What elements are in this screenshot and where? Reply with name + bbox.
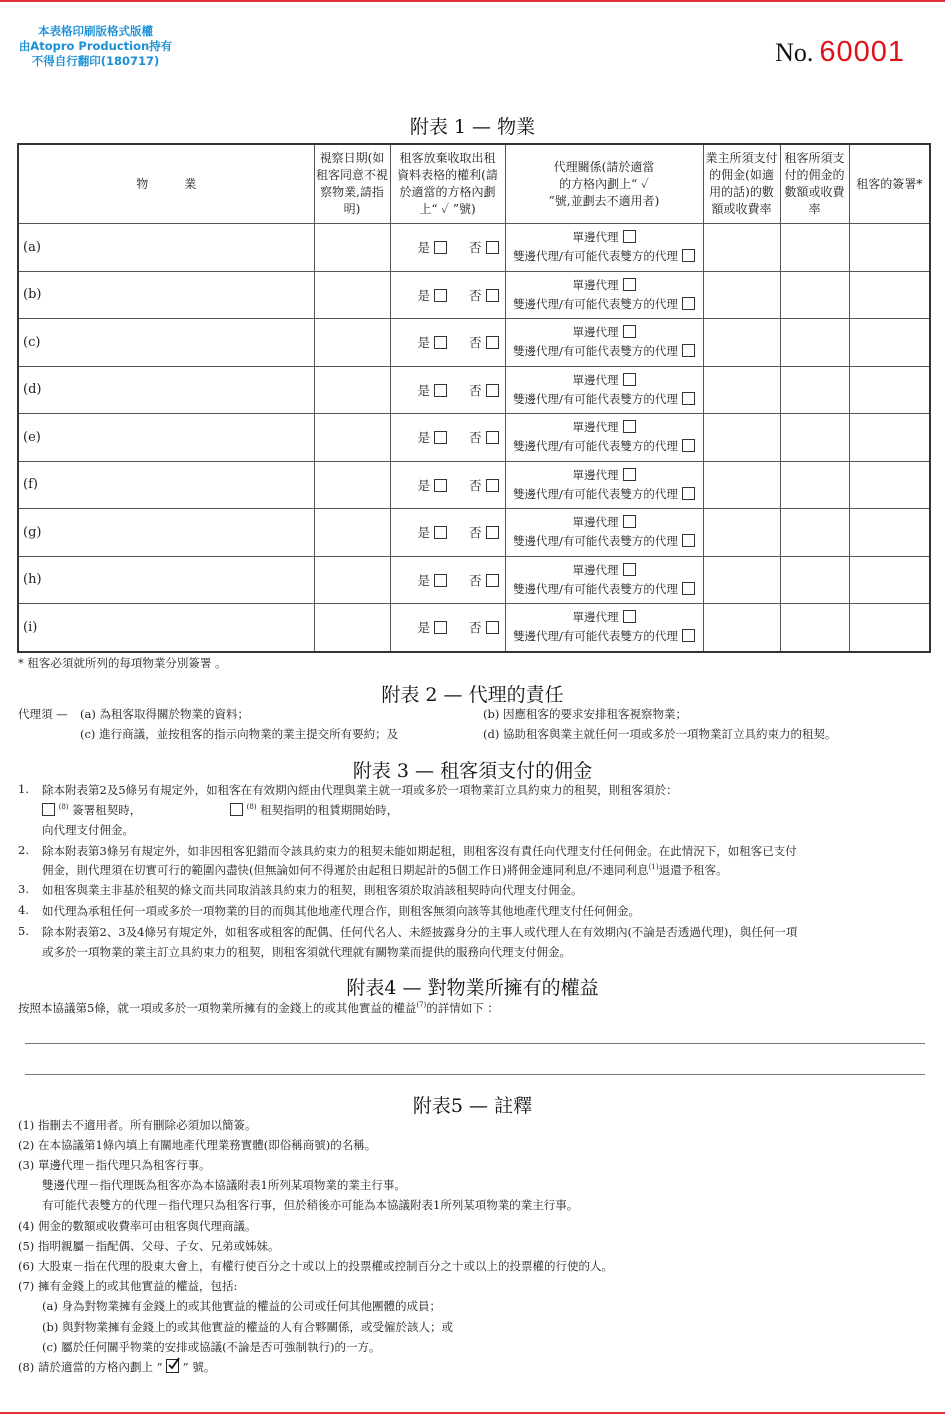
landlord-commission-cell[interactable] [703,461,780,509]
duty-item: (b) 因應租客的要求安排租客視察物業； [483,707,687,721]
no-label: 否 [468,287,482,303]
clause-text: 或多於一項物業的業主訂立具約束力的租契，則租客須就代理就有關物業而提供的服務向代理支付佣金。 [42,945,571,959]
duty-item: (a) 為租客取得關於物業的資料； [80,707,249,721]
yes-label: 是 [417,477,430,493]
dual-agency-label: 雙邊代理/有可能代表雙方的代理 [513,249,678,264]
single-agency-checkbox[interactable] [623,373,636,386]
no-label: 否 [468,335,482,351]
table-row [18,414,930,462]
tenant-signature-cell[interactable] [849,366,930,414]
waive-right-cell [390,556,505,604]
single-agency-label: 單邊代理 [572,610,619,625]
yes-label: 是 [417,572,430,588]
yes-checkbox[interactable] [434,336,447,349]
single-agency-label: 單邊代理 [572,467,619,482]
single-agency-checkbox[interactable] [623,420,636,433]
no-label: 否 [468,620,482,636]
property-cell[interactable] [18,604,314,652]
schedule3-title: 附表 3 — 租客須支付的佣金 [352,760,593,782]
tenant-signature-cell[interactable] [849,509,930,557]
no-label: 否 [468,572,482,588]
agency-cell [505,224,703,272]
dual-agency-checkbox[interactable] [682,582,695,595]
schedule4-title: 附表4 — 對物業所擁有的權益 [346,977,599,999]
waive-right-cell [390,604,505,652]
single-agency-checkbox[interactable] [623,278,636,291]
single-agency-checkbox[interactable] [623,610,636,623]
tenant-commission-cell[interactable] [780,224,849,272]
dual-agency-label: 雙邊代理/有可能代表雙方的代理 [513,344,678,359]
table-row [18,461,930,509]
row-label: (b) [23,287,42,303]
tenant-commission-cell[interactable] [780,509,849,557]
clause-text: 向代理支付佣金。 [42,823,134,837]
yes-checkbox[interactable] [434,431,447,444]
col-property [18,144,314,224]
serial-number [775,36,905,69]
waive-right-cell [390,461,505,509]
commencement-checkbox[interactable] [230,803,243,816]
inspection-date-cell[interactable] [314,604,390,652]
copyright-line: 本表格印刷版格式版權 [38,24,153,38]
tenant-signature-cell[interactable] [849,604,930,652]
inspection-date-cell[interactable] [314,461,390,509]
inspection-date-cell[interactable] [314,414,390,462]
footnote-ref: (8) [246,803,257,812]
property-cell[interactable] [18,509,314,557]
col-tenant-commission [780,144,849,224]
single-agency-label: 單邊代理 [572,325,619,340]
waive-right-cell [390,319,505,367]
interest-blank-line[interactable] [25,1043,925,1044]
tenant-commission-cell[interactable] [780,414,849,462]
option-label: 簽署租契時， [72,803,142,817]
note-line: (3) 單邊代理－指代理只為租客行事。 [18,1158,211,1172]
footnote-ref: (7) [416,1001,427,1010]
note-line: (6) 大股東－指在代理的股東大會上，有權行使百分之十或以上的投票權或控制百分之十或以上的投票權的行使的人。 [18,1259,613,1273]
yes-checkbox[interactable] [434,621,447,634]
single-agency-checkbox[interactable] [623,325,636,338]
tenant-commission-cell[interactable] [780,366,849,414]
yes-label: 是 [417,382,430,398]
row-label: (a) [23,239,41,255]
dual-agency-label: 雙邊代理/有可能代表雙方的代理 [513,391,678,406]
inspection-date-cell[interactable] [314,556,390,604]
table-row [18,224,930,272]
clause-text: 除本附表第2、3及4條另有規定外，如租客或租客的配偶、任何代名人、未經披露身分的主事人或代理人在有效期內(不論是否透過代理)，與任何一項 [42,925,798,939]
tenant-signature-cell[interactable] [849,271,930,319]
yes-checkbox[interactable] [434,526,447,539]
col-signature-label: 租客的簽署* [856,176,923,191]
yes-label: 是 [417,525,430,541]
table-footnote: * 租客必須就所列的每項物業分別簽署 。 [18,656,227,670]
no-checkbox[interactable] [486,431,499,444]
property-cell[interactable] [18,271,314,319]
yes-label: 是 [417,335,430,351]
clause-number: 5. [18,924,29,938]
bottom-rule [0,1412,945,1414]
col-inspection-date [314,144,390,224]
schedule5-title: 附表5 — 註釋 [412,1095,533,1117]
note-line: (a) 身為對物業擁有金錢上的或其他實益的權益的公司或任何其他團體的成員； [42,1299,441,1313]
table-row [18,366,930,414]
dual-agency-checkbox[interactable] [682,439,695,452]
interest-blank-line[interactable] [25,1074,925,1075]
row-label: (h) [23,572,42,588]
no-checkbox[interactable] [486,621,499,634]
property-cell[interactable] [18,414,314,462]
serial-prefix: No. [775,38,814,67]
dual-agency-checkbox[interactable] [682,629,695,642]
duty-item: (c) 進行商議，並按租客的指示向物業的業主提交所有要約；及 [80,727,399,741]
no-label: 否 [468,477,482,493]
copyright-line: 由Atopro Production持有 [18,39,173,53]
col-property-label: 物 業 [136,176,197,191]
no-checkbox[interactable] [486,289,499,302]
agency-cell [505,556,703,604]
no-checkbox[interactable] [486,336,499,349]
note-text: ” 號。 [182,1360,216,1374]
col-waive-right [390,144,505,224]
inspection-date-cell[interactable] [314,224,390,272]
waive-right-cell [390,509,505,557]
option-label: 租契指明的租賃期開始時， [260,803,399,817]
schedule2-title: 附表 2 — 代理的責任 [381,684,564,706]
col-landlord-commission [703,144,780,224]
tenant-signature-cell[interactable] [849,319,930,367]
clause-number: 4. [18,903,29,917]
signing-checkbox[interactable] [42,803,55,816]
note-line: (c) 屬於任何關乎物業的安排或協議(不論是否可強制執行)的一方。 [42,1340,381,1354]
row-label: (c) [23,334,41,350]
yes-label: 是 [417,287,430,303]
dual-agency-checkbox[interactable] [682,297,695,310]
clause-text: 除本附表第2及5條另有規定外，如租客在有效期內經由代理與業主就一項或多於一項物業訂立具約束力的租契，則租客須於： [42,783,678,797]
yes-label: 是 [417,240,430,256]
clause-text: 如租客與業主非基於租契的條文而共同取消該具約束力的租契，則租客須於取消該租契時向代理支付佣金。 [42,883,583,897]
col-tenant-signature [849,144,930,224]
agency-cell [505,509,703,557]
table-row [18,556,930,604]
row-label: (e) [23,429,41,445]
property-table [17,143,931,653]
schedule1-title: 附表 1 — 物業 [409,116,536,138]
clause-text: 如代理為承租任何一項或多於一項物業的目的而與其他地產代理合作，則租客無須向該等其他地產代理支付任何佣金。 [42,904,640,918]
yes-checkbox[interactable] [434,574,447,587]
agency-cell [505,604,703,652]
note-line: 有可能代表雙方的代理－指代理只為租客行事，但於稍後亦可能為本協議附表1所列某項物業的業主行事。 [42,1198,579,1212]
inspection-date-cell[interactable] [314,509,390,557]
schedule4-text [18,1000,499,1016]
yes-checkbox[interactable] [434,241,447,254]
serial-value: 60001 [819,36,905,68]
col-agency-relationship-label: 代理關係(請於適當的方格內劃上“ ✓ ”號,並劃去不適用者) [548,159,660,208]
table-header-row [18,144,930,224]
waive-right-cell [390,271,505,319]
no-checkbox[interactable] [486,574,499,587]
note-text: (8) 請於適當的方格內劃上 “ [18,1360,163,1374]
single-agency-checkbox[interactable] [623,468,636,481]
landlord-commission-cell[interactable] [703,271,780,319]
single-agency-checkbox[interactable] [623,563,636,576]
dual-agency-label: 雙邊代理/有可能代表雙方的代理 [513,486,678,501]
dual-agency-label: 雙邊代理/有可能代表雙方的代理 [513,534,678,549]
col-agency-relationship [505,144,703,224]
inspection-date-cell[interactable] [314,271,390,319]
interest-text: 的詳情如下 ： [426,1001,499,1015]
single-agency-label: 單邊代理 [572,277,619,292]
landlord-commission-cell[interactable] [703,366,780,414]
tenant-signature-cell[interactable] [849,461,930,509]
no-label: 否 [468,430,482,446]
table-row [18,271,930,319]
single-agency-label: 單邊代理 [572,230,619,245]
dual-agency-checkbox[interactable] [682,534,695,547]
footnote-ref: (1) [648,863,659,872]
clause-text: 佣金，則代理須在切實可行的範圍內盡快(但無論如何不得遲於由起租日期起計的5個工作日)將佣金連同利息/不連同利息 [42,863,649,877]
landlord-commission-cell[interactable] [703,556,780,604]
dual-agency-checkbox[interactable] [682,487,695,500]
no-label: 否 [468,240,482,256]
single-agency-label: 單邊代理 [572,420,619,435]
yes-checkbox[interactable] [434,479,447,492]
note-line: (4) 佣金的數額或收費率可由租客與代理商議。 [18,1219,257,1233]
inspection-date-cell[interactable] [314,319,390,367]
agency-cell [505,414,703,462]
note-line: (5) 指明親屬－指配偶、父母、子女、兄弟或姊妹。 [18,1239,280,1253]
property-cell[interactable] [18,366,314,414]
dual-agency-label: 雙邊代理/有可能代表雙方的代理 [513,581,678,596]
yes-checkbox[interactable] [434,384,447,397]
property-cell[interactable] [18,319,314,367]
waive-right-cell [390,224,505,272]
dual-agency-label: 雙邊代理/有可能代表雙方的代理 [513,439,678,454]
footnote-ref: (8) [58,803,69,812]
tenant-signature-cell[interactable] [849,414,930,462]
tenant-commission-cell[interactable] [780,461,849,509]
waive-right-cell [390,366,505,414]
clause-number: 1. [18,782,29,796]
row-label: (d) [23,382,42,398]
property-cell[interactable] [18,224,314,272]
agency-cell [505,319,703,367]
no-checkbox[interactable] [486,241,499,254]
landlord-commission-cell[interactable] [703,604,780,652]
agency-cell [505,271,703,319]
landlord-commission-cell[interactable] [703,319,780,367]
landlord-commission-cell[interactable] [703,414,780,462]
col-tenant-commission-label: 租客所須支付的佣金的數額或收費率 [784,151,845,216]
checked-box-icon [166,1359,179,1373]
copyright-line: 不得自行翻印(180717) [31,54,160,68]
duty-item: (d) 協助租客與業主就任何一項或多於一項物業訂立具約束力的租契。 [483,727,837,741]
dual-agency-checkbox[interactable] [682,249,695,262]
top-rule [0,0,945,2]
row-label: (f) [23,477,38,493]
dual-agency-checkbox[interactable] [682,392,695,405]
agency-cell [505,461,703,509]
tenant-commission-cell[interactable] [780,604,849,652]
tenant-commission-cell[interactable] [780,319,849,367]
row-label: (i) [23,619,38,635]
waive-right-cell [390,414,505,462]
clause-text-line2 [42,862,728,878]
clause-text: 除本附表第3條另有規定外，如非因租客犯錯而令該具約束力的租契未能如期起租，則租客沒有責任向代理支付任何佣金。在此情況下，如租客已支付 [42,844,797,858]
interest-text: 按照本協議第5條，就一項或多於一項物業所擁有的金錢上的或其他實益的權益 [18,1001,417,1015]
clause-number: 2. [18,843,29,857]
col-inspection-date-label: 視察日期(如租客同意不視察物業,請指明) [316,151,389,216]
no-checkbox[interactable] [486,526,499,539]
single-agency-label: 單邊代理 [572,515,619,530]
no-checkbox[interactable] [486,384,499,397]
clause-text: 退還予租客。 [658,863,728,877]
note-line: 雙邊代理－指代理既為租客亦為本協議附表1所列某項物業的業主行事。 [42,1178,406,1192]
clause-number: 3. [18,882,29,896]
landlord-commission-cell[interactable] [703,224,780,272]
tenant-signature-cell[interactable] [849,224,930,272]
single-agency-label: 單邊代理 [572,562,619,577]
dual-agency-checkbox[interactable] [682,344,695,357]
property-cell[interactable] [18,556,314,604]
yes-checkbox[interactable] [434,289,447,302]
note-line-8 [18,1359,215,1375]
yes-label: 是 [417,620,430,636]
dual-agency-label: 雙邊代理/有可能代表雙方的代理 [513,629,678,644]
note-line: (b) 與對物業擁有金錢上的或其他實益的權益的人有合夥關係，或受僱於該人；或 [42,1320,453,1334]
note-line: (7) 擁有金錢上的或其他實益的權益，包括: [18,1279,238,1293]
payment-option-signing [42,802,141,818]
single-agency-checkbox[interactable] [623,230,636,243]
no-label: 否 [468,525,482,541]
note-line: (1) 指刪去不適用者。所有刪除必須加以簡簽。 [18,1118,257,1132]
table-row [18,604,930,652]
table-row [18,509,930,557]
schedule2-lead: 代理須 — [18,707,68,721]
copyright-notice [8,24,183,69]
yes-label: 是 [417,430,430,446]
property-cell[interactable] [18,461,314,509]
no-checkbox[interactable] [486,479,499,492]
dual-agency-label: 雙邊代理/有可能代表雙方的代理 [513,296,678,311]
single-agency-checkbox[interactable] [623,515,636,528]
tenant-commission-cell[interactable] [780,271,849,319]
no-label: 否 [468,382,482,398]
tenant-signature-cell[interactable] [849,556,930,604]
inspection-date-cell[interactable] [314,366,390,414]
col-waive-right-label: 租客放棄收取出租資料表格的權利(請於適當的方格內劃上“ ✓ ”號) [397,151,498,216]
payment-option-commencement [230,802,398,818]
table-row [18,319,930,367]
landlord-commission-cell[interactable] [703,509,780,557]
agency-cell [505,366,703,414]
tenant-commission-cell[interactable] [780,556,849,604]
col-landlord-commission-label: 業主所須支付的佣金(如適用的話)的數額或收費率 [705,151,778,216]
row-label: (g) [23,524,42,540]
note-line: (2) 在本協議第1條內填上有關地產代理業務實體(即俗稱商號)的名稱。 [18,1138,377,1152]
single-agency-label: 單邊代理 [572,372,619,387]
